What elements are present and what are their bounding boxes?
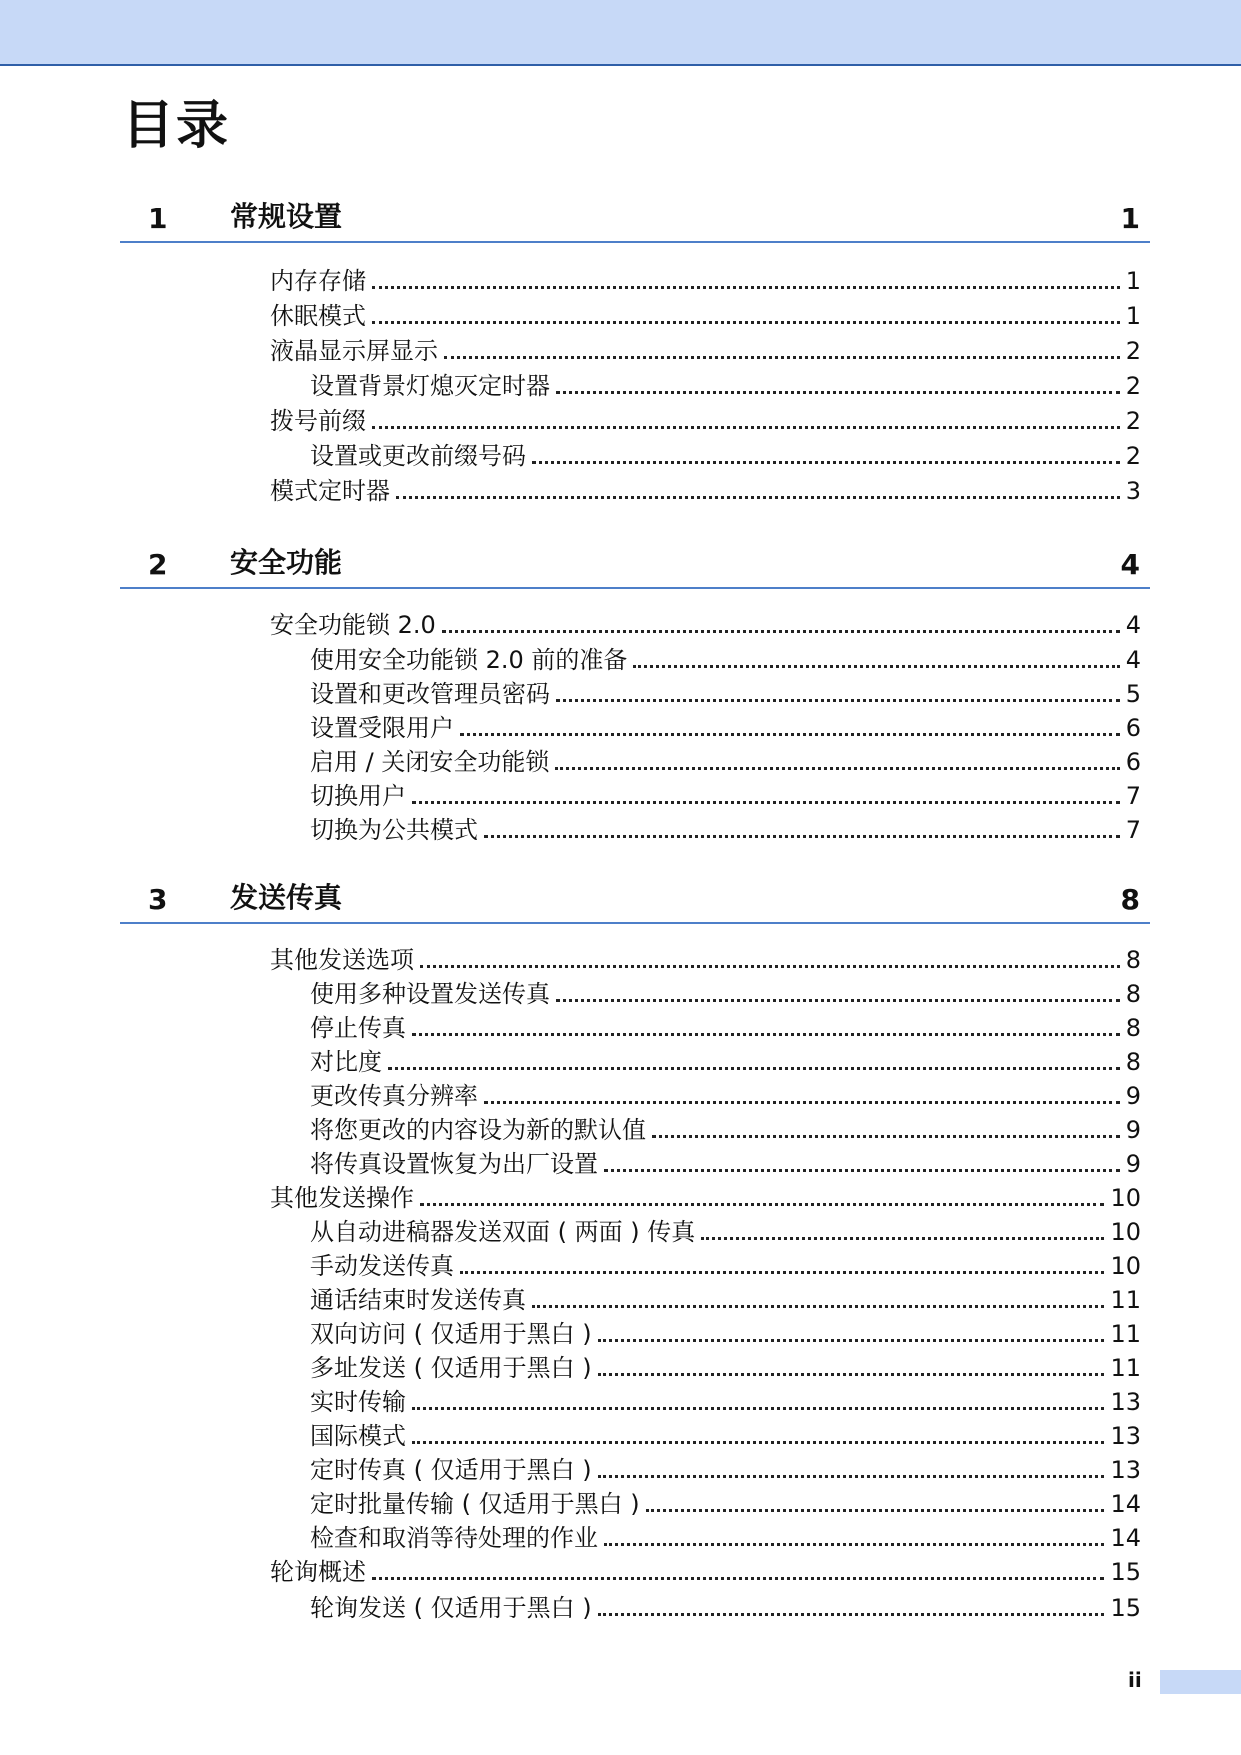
chapter-page: 4 (1120, 548, 1140, 581)
toc-entry-page: 6 (1125, 714, 1141, 742)
dot-leader (460, 1271, 1104, 1274)
dot-leader (556, 699, 1120, 702)
toc-entry-page: 2 (1125, 407, 1141, 435)
toc-entry[interactable] (310, 743, 1141, 777)
toc-entry-title: 定时批量传输 ( 仅适用于黑白 ) (310, 1490, 640, 1518)
dot-leader (598, 1475, 1105, 1478)
toc-entry-title: 对比度 (310, 1048, 382, 1076)
dot-leader (598, 1373, 1105, 1376)
toc-entry-page: 3 (1125, 477, 1141, 505)
toc-entry[interactable] (270, 1553, 1141, 1587)
toc-entry[interactable] (310, 1145, 1141, 1179)
chapter-number: 2 (148, 548, 168, 581)
toc-entry-page: 6 (1125, 748, 1141, 776)
toc-entry-page: 10 (1110, 1252, 1141, 1280)
toc-entry[interactable] (310, 811, 1141, 845)
toc-entry-title: 更改传真分辨率 (310, 1082, 478, 1110)
toc-entry[interactable] (270, 332, 1141, 366)
dot-leader (556, 999, 1120, 1002)
chapter-page: 1 (1120, 202, 1140, 235)
toc-entry-title: 轮询发送 ( 仅适用于黑白 ) (310, 1594, 592, 1622)
chapter-title: 常规设置 (230, 200, 343, 233)
toc-entry[interactable] (310, 1485, 1141, 1519)
dot-leader (412, 1033, 1120, 1036)
toc-entry-title: 模式定时器 (270, 477, 390, 505)
dot-leader (555, 767, 1119, 770)
toc-entry[interactable] (310, 1281, 1141, 1315)
toc-entry-page: 8 (1125, 946, 1141, 974)
toc-entry-title: 设置背景灯熄灭定时器 (310, 372, 550, 400)
toc-entry-page: 13 (1110, 1388, 1141, 1416)
toc-entry-page: 8 (1125, 980, 1141, 1008)
toc-entry[interactable] (310, 1213, 1141, 1247)
toc-entry[interactable] (310, 437, 1141, 471)
toc-entry-title: 其他发送操作 (270, 1184, 414, 1212)
chapter-heading[interactable] (120, 878, 1150, 924)
toc-entry-title: 切换用户 (310, 782, 406, 810)
toc-entry-title: 多址发送 ( 仅适用于黑白 ) (310, 1354, 592, 1382)
dot-leader (372, 286, 1120, 289)
toc-entry-page: 8 (1125, 1014, 1141, 1042)
dot-leader (633, 665, 1119, 668)
chapter-heading[interactable] (120, 197, 1150, 243)
dot-leader (532, 461, 1120, 464)
toc-entry-title: 实时传输 (310, 1388, 406, 1416)
toc-entry-page: 2 (1125, 337, 1141, 365)
toc-entry-title: 其他发送选项 (270, 946, 414, 974)
page-number: ii (1128, 1668, 1142, 1692)
toc-entry-title: 启用 / 关闭安全功能锁 (310, 748, 550, 776)
dot-leader (396, 496, 1120, 499)
toc-entry-title: 安全功能锁 2.0 (270, 611, 436, 639)
toc-entry[interactable] (310, 1417, 1141, 1451)
toc-entry[interactable] (270, 402, 1141, 436)
toc-entry-page: 10 (1110, 1218, 1141, 1246)
toc-entry-page: 1 (1125, 302, 1141, 330)
toc-entry-page: 2 (1125, 442, 1141, 470)
toc-entry-title: 拨号前缀 (270, 407, 366, 435)
dot-leader (412, 1407, 1104, 1410)
dot-leader (556, 391, 1120, 394)
toc-entry-title: 休眠模式 (270, 302, 366, 330)
toc-entry-page: 15 (1110, 1594, 1141, 1622)
dot-leader (420, 1203, 1104, 1206)
toc-entry-title: 检查和取消等待处理的作业 (310, 1524, 598, 1552)
toc-entry[interactable] (310, 777, 1141, 811)
toc-entry-title: 国际模式 (310, 1422, 406, 1450)
dot-leader (412, 801, 1120, 804)
toc-entry[interactable] (310, 709, 1141, 743)
dot-leader (598, 1613, 1105, 1616)
toc-entry-page: 11 (1110, 1354, 1141, 1382)
toc-entry[interactable] (310, 1247, 1141, 1281)
toc-entry-title: 通话结束时发送传真 (310, 1286, 526, 1314)
dot-leader (604, 1169, 1120, 1172)
toc-entry-title: 切换为公共模式 (310, 816, 478, 844)
toc-entry[interactable] (270, 1179, 1141, 1213)
dot-leader (604, 1543, 1104, 1546)
page-title: 目录 (122, 96, 231, 156)
toc-entry-title: 将您更改的内容设为新的默认值 (310, 1116, 646, 1144)
dot-leader (484, 1101, 1120, 1104)
toc-entry-page: 14 (1110, 1524, 1141, 1552)
toc-entry-page: 11 (1110, 1286, 1141, 1314)
dot-leader (484, 835, 1120, 838)
toc-entry[interactable] (310, 675, 1141, 709)
toc-entry-title: 将传真设置恢复为出厂设置 (310, 1150, 598, 1178)
toc-entry-page: 7 (1125, 816, 1141, 844)
toc-entry-title: 轮询概述 (270, 1558, 366, 1586)
chapter-page: 8 (1120, 883, 1140, 916)
toc-entry-page: 5 (1125, 680, 1141, 708)
dot-leader (372, 321, 1120, 324)
toc-entry[interactable] (270, 472, 1141, 506)
toc-entry-page: 9 (1125, 1116, 1141, 1144)
toc-entry-page: 1 (1125, 267, 1141, 295)
toc-entry-title: 设置受限用户 (310, 714, 454, 742)
toc-entry[interactable] (310, 1349, 1141, 1383)
dot-leader (372, 426, 1120, 429)
toc-entry-title: 使用安全功能锁 2.0 前的准备 (310, 646, 628, 674)
dot-leader (652, 1135, 1120, 1138)
toc-entry[interactable] (310, 1589, 1141, 1623)
toc-entry-page: 4 (1125, 646, 1141, 674)
toc-entry-page: 9 (1125, 1150, 1141, 1178)
dot-leader (444, 356, 1120, 359)
toc-entry-title: 内存存储 (270, 267, 366, 295)
chapter-title: 发送传真 (230, 881, 343, 914)
toc-entry[interactable] (270, 941, 1141, 975)
dot-leader (412, 1441, 1104, 1444)
dot-leader (388, 1067, 1120, 1070)
toc-entry[interactable] (310, 975, 1141, 1009)
toc-entry-title: 设置或更改前缀号码 (310, 442, 526, 470)
dot-leader (532, 1305, 1104, 1308)
dot-leader (460, 733, 1120, 736)
toc-entry[interactable] (310, 1315, 1141, 1349)
toc-entry-title: 液晶显示屏显示 (270, 337, 438, 365)
toc-entry[interactable] (270, 297, 1141, 331)
toc-entry-title: 使用多种设置发送传真 (310, 980, 550, 1008)
toc-entry-page: 10 (1110, 1184, 1141, 1212)
toc-entry[interactable] (310, 1009, 1141, 1043)
chapter-title: 安全功能 (230, 546, 343, 579)
toc-entry[interactable] (310, 1383, 1141, 1417)
dot-leader (646, 1509, 1105, 1512)
dot-leader (372, 1577, 1104, 1580)
toc-entry[interactable] (310, 641, 1141, 675)
toc-entry[interactable] (310, 1111, 1141, 1145)
footer-bar (1160, 1670, 1241, 1694)
chapter-number: 1 (148, 202, 168, 235)
toc-entry-page: 4 (1125, 611, 1141, 639)
chapter-heading[interactable] (120, 543, 1150, 589)
toc-entry-page: 13 (1110, 1422, 1141, 1450)
toc-entry-page: 15 (1110, 1558, 1141, 1586)
toc-entry-title: 定时传真 ( 仅适用于黑白 ) (310, 1456, 592, 1484)
toc-entry[interactable] (310, 1519, 1141, 1553)
toc-entry[interactable] (310, 367, 1141, 401)
header-band (0, 0, 1241, 66)
toc-entry-title: 从自动进稿器发送双面 ( 两面 ) 传真 (310, 1218, 696, 1246)
toc-entry-page: 8 (1125, 1048, 1141, 1076)
dot-leader (701, 1237, 1104, 1240)
toc-entry-page: 2 (1125, 372, 1141, 400)
toc-entry[interactable] (270, 262, 1141, 296)
dot-leader (420, 965, 1120, 968)
toc-entry-title: 双向访问 ( 仅适用于黑白 ) (310, 1320, 592, 1348)
toc-entry-page: 13 (1110, 1456, 1141, 1484)
toc-entry[interactable] (270, 606, 1141, 640)
toc-entry-page: 9 (1125, 1082, 1141, 1110)
chapter-number: 3 (148, 883, 168, 916)
toc-entry[interactable] (310, 1077, 1141, 1111)
toc-entry-page: 7 (1125, 782, 1141, 810)
toc-entry-page: 11 (1110, 1320, 1141, 1348)
dot-leader (598, 1339, 1105, 1342)
toc-entry-title: 手动发送传真 (310, 1252, 454, 1280)
dot-leader (442, 630, 1120, 633)
toc-entry[interactable] (310, 1451, 1141, 1485)
toc-entry[interactable] (310, 1043, 1141, 1077)
toc-entry-page: 14 (1110, 1490, 1141, 1518)
toc-entry-title: 设置和更改管理员密码 (310, 680, 550, 708)
toc-entry-title: 停止传真 (310, 1014, 406, 1042)
